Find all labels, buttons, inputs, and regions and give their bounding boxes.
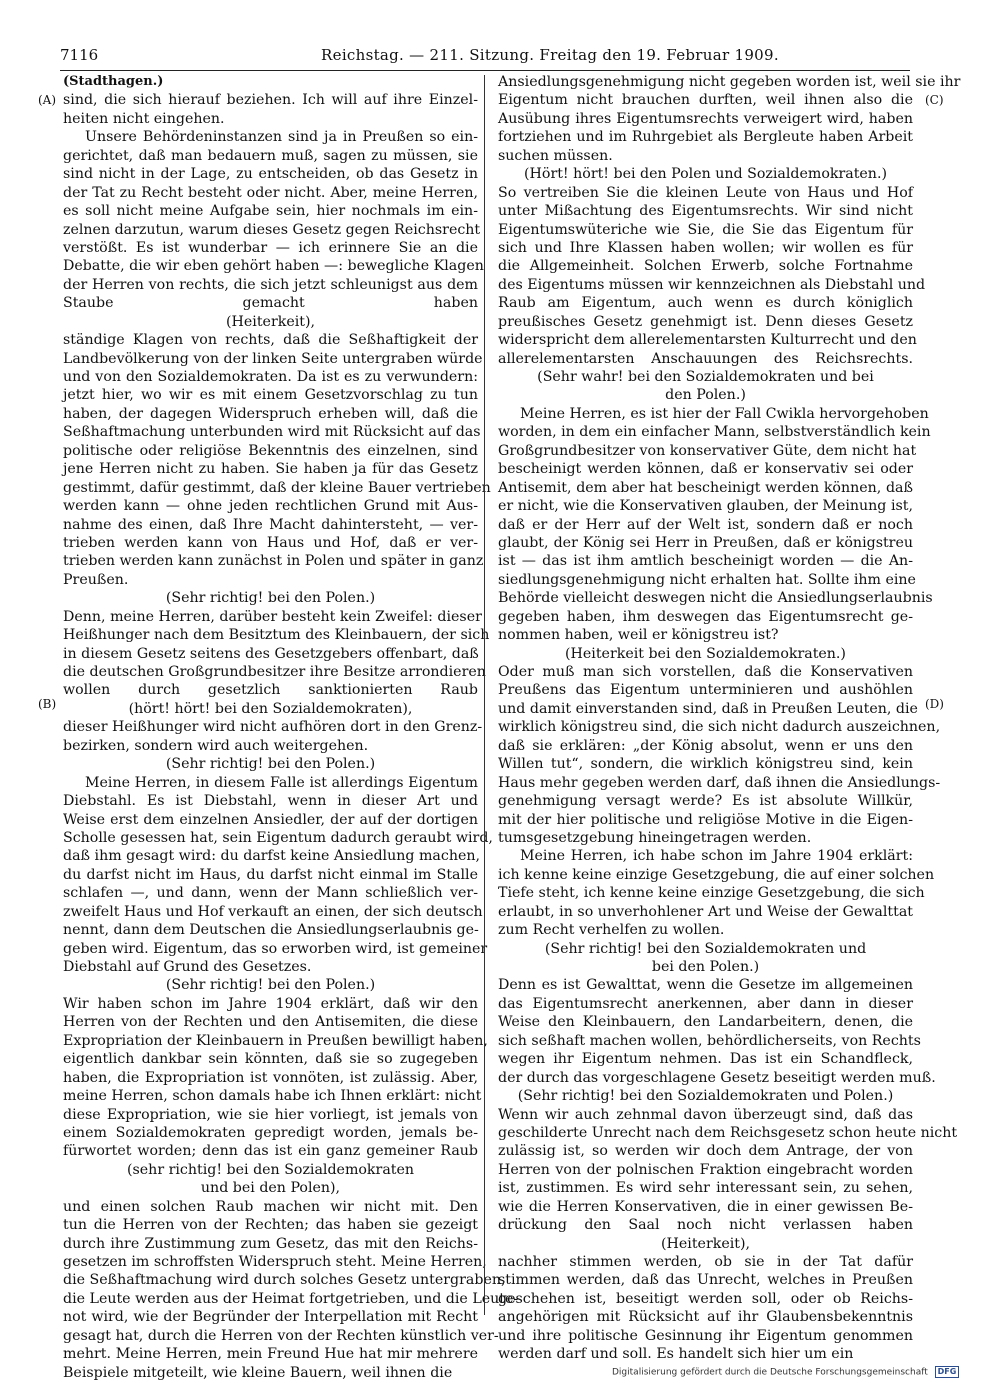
- text-line: und damit einverstanden sind, daß in Preußen Leuten, die: [498, 700, 918, 717]
- text-line: (Sehr richtig! bei den Sozialdemokraten und Polen.): [517, 1088, 894, 1105]
- text-line: mit der hier politische und religiöse Motive in die Eigen-: [498, 811, 913, 828]
- text-line: verstößt. Es ist wunderbar — ich erinnere Sie an die: [63, 239, 478, 256]
- text-line: not wird, wie der Begründer der Interpellation mit Recht: [63, 1309, 478, 1326]
- text-line: jetzt hier, wo wir es mit einem Gesetzvorschlag zu tun: [63, 387, 478, 404]
- text-line: bei den Polen.): [651, 959, 760, 975]
- text-line: Ausübung ihres Eigentumsrechts verweigert wird, haben: [498, 110, 913, 127]
- text-line: des Eigentums müssen wir kennzeichnen als Diebstahl und: [498, 276, 926, 293]
- page-number: 7116: [60, 46, 99, 64]
- text-line: (Sehr richtig! bei den Polen.): [165, 756, 376, 773]
- text-line: es soll nicht meine Aufgabe sein, hier nochmals im ein-: [63, 203, 478, 220]
- text-line: Meine Herren, in diesem Falle ist allerdings Eigentum: [85, 774, 478, 791]
- text-line: sich und Ihre Klassen haben wollen; wir wollen es für: [498, 239, 913, 256]
- text-line: sind, die sich hierauf beziehen. Ich will auf ihre Einzel-: [63, 92, 478, 109]
- text-line: Scholle gesessen hat, sein Eigentum dadurch geraubt wird,: [63, 829, 493, 846]
- text-line: die Allgemeinheit. Solchen Erwerb, solche Fortnahme: [498, 258, 913, 275]
- text-line: die deutschen Großgrundbesitzer ihre Besitze arrondieren: [63, 664, 486, 680]
- text-line: (Heiterkeit),: [661, 1235, 750, 1252]
- footer: [612, 1366, 959, 1380]
- text-line: genehmigung versagt werde? Es ist absolute Willkür,: [498, 793, 913, 810]
- text-line: meine Herren, schon damals habe ich Ihnen erklärt: nicht: [63, 1088, 482, 1105]
- left-column: [63, 73, 519, 1382]
- text-line: suchen müssen.: [498, 147, 613, 164]
- text-line: angehörigen mit Rücksicht auf ihr Glaubensbekenntnis: [498, 1309, 913, 1326]
- margin-marker-b: (B): [38, 697, 57, 711]
- text-line: zelnen darzutun, warum dieses Gesetz gegen Reichsrecht: [63, 221, 481, 238]
- text-line: (Heiterkeit),: [226, 313, 315, 330]
- text-line: Seßhaftmachung unterbunden wird mit Rücksicht auf das: [63, 424, 481, 441]
- text-line: Preußens das Eigentum unterminieren und aushöhlen: [498, 682, 913, 699]
- text-line: wollen durch gesetzlich sanktionierten Raub: [63, 682, 478, 699]
- text-line: gesetzen im schroffsten Widerspruch steht. Meine Herren,: [63, 1254, 487, 1270]
- text-line: den Polen.): [665, 387, 746, 404]
- text-line: Heißhunger nach dem Besitztum des Kleinbauern, der sich: [63, 627, 490, 644]
- text-line: Expropriation der Kleinbauern in Preußen bewilligt haben,: [63, 1032, 488, 1049]
- text-line: zweifelt Haus und Hof verkauft an einen, der sich deutsch: [63, 903, 483, 920]
- text-line: gegeben haben, ihm deswegen das Eigentumsrecht ge-: [498, 608, 913, 625]
- text-line: tumsgesetzgebung hineingetragen werden.: [498, 829, 812, 846]
- text-line: diese Expropriation, wie sie hier vorliegt, ist jemals von: [63, 1106, 478, 1123]
- running-title: Reichstag. — 211. Sitzung. Freitag den 19. Februar 1909.: [321, 46, 779, 64]
- text-line: Herren von der Rechten und den Antisemiten, die diese: [63, 1014, 478, 1031]
- text-line: werden darf und soll. Es handelt sich hier um ein: [498, 1346, 854, 1363]
- text-line: (hört! hört! bei den Sozialdemokraten),: [128, 700, 413, 717]
- text-line: glaubt, der König sei Herr in Preußen, daß er königstreu: [498, 534, 913, 551]
- text-line: Behörde vielleicht deswegen nicht die Ansiedlungserlaubnis: [498, 590, 933, 607]
- text-line: Diebstahl. Es ist Diebstahl, wenn in dieser Art und: [63, 793, 478, 810]
- text-line: Haus mehr gegeben werden darf, daß ihnen die Ansiedlungs-: [498, 774, 941, 791]
- text-line: politische oder religiöse Bekenntnis des einzelnen, sind: [63, 442, 478, 459]
- text-line: Wir haben schon im Jahre 1904 erklärt, daß wir den: [63, 995, 478, 1012]
- text-line: haben, die Expropriation ist vonnöten, ist zulässig. Aber,: [63, 1069, 478, 1086]
- right-column: [498, 73, 961, 1364]
- text-line: Staube gemacht haben: [63, 295, 478, 312]
- text-line: Debatte, die wir eben gehört haben —: bewegliche Klagen: [63, 258, 484, 275]
- text-line: fürwortet worden; denn das ist ein ganz gemeiner Raub: [63, 1143, 478, 1160]
- text-line: nahme des einen, daß Ihre Macht dahintersteht, — ver-: [63, 516, 478, 533]
- text-line: allerelementarsten Anschauungen des Reichsrechts.: [498, 350, 913, 367]
- text-line: durch ihre Zustimmung zum Gesetz, das mit den Reichs-: [63, 1235, 478, 1252]
- text-line: daß er der Herr auf der Welt ist, sondern daß er noch: [498, 516, 913, 533]
- text-line: Eigentumswüteriche wie Sie, die Sie das Eigentum für: [498, 221, 913, 238]
- text-line: bescheinigt werden können, daß er konservativ sei oder: [498, 461, 913, 478]
- text-line: eigentlich dankbar sein könnten, daß sie so zugegeben: [63, 1051, 478, 1068]
- text-line: der Tat zu Recht besteht oder nicht. Aber, meine Herren,: [63, 184, 478, 201]
- text-line: Herren von der polnischen Fraktion eingebracht worden: [498, 1161, 913, 1178]
- text-line: ist, zustimmen. Es wird sehr interessant sein, zu sehen,: [498, 1180, 913, 1197]
- text-line: Wenn wir auch zehnmal davon überzeugt sind, daß das: [498, 1106, 913, 1123]
- text-line: (Stadthagen.): [63, 74, 164, 89]
- text-line: mehrt. Meine Herren, mein Freund Hue hat mir mehrere: [63, 1346, 478, 1363]
- text-line: die Seßhaftmachung wird durch solches Gesetz untergraben,: [63, 1272, 506, 1289]
- dfg-logo: DFG: [935, 1366, 960, 1378]
- text-line: dieser Heißhunger wird nicht aufhören dort in den Grenz-: [63, 719, 483, 736]
- text-line: wegen ihr Eigentum nehmen. Das ist ein Schandfleck,: [498, 1051, 913, 1068]
- text-line: in diesem Gesetz seitens des Gesetzgebers offenbart, daß: [63, 645, 479, 662]
- text-line: Antisemit, dem aber hat bescheinigt werden können, daß: [498, 479, 913, 496]
- text-line: nachher stimmen werden, ob sie in der Tat dafür: [498, 1254, 913, 1270]
- text-line: und einen solchen Raub machen wir nicht mit. Den: [63, 1198, 478, 1215]
- text-line: ich kenne keine einzige Gesetzgebung, die auf einer solchen: [498, 866, 935, 883]
- text-line: trieben werden kann von Haus und Hof, daß er ver-: [63, 534, 478, 551]
- text-line: Denn es ist Gewalttat, wenn die Gesetze im allgemeinen: [498, 977, 913, 994]
- margin-marker-d: (D): [925, 697, 944, 711]
- text-line: daß ihm gesagt wird: du darfst keine Ansiedlung machen,: [63, 848, 481, 865]
- text-line: gestimmt, dafür gestimmt, daß der kleine Bauer vertrieben: [63, 479, 491, 496]
- text-line: der durch das vorgeschlagene Gesetz beseitigt werden muß.: [498, 1069, 936, 1086]
- text-line: trieben werden kann zunächst in Polen und später in ganz: [63, 553, 484, 570]
- text-line: Raub am Eigentum, auch wenn es durch königlich: [498, 295, 913, 312]
- text-line: widerspricht dem allerelementarsten Kulturrecht und den: [498, 332, 917, 349]
- text-line: das Eigentumsrecht anerkennen, aber dann in dieser: [498, 995, 913, 1012]
- text-line: Unsere Behördeninstanzen sind ja in Preußen so ein-: [85, 129, 478, 146]
- text-line: tun die Herren von der Rechten; das haben sie gezeigt: [63, 1217, 478, 1234]
- text-line: Tiefe steht, ich kenne keine einzige Gesetzgebung, die sich: [498, 885, 925, 902]
- text-line: Landbevölkerung von der linken Seite untergraben würde: [63, 350, 483, 367]
- text-line: (sehr richtig! bei den Sozialdemokraten: [126, 1161, 415, 1178]
- text-line: geschehen ist, beseitigt werden soll, oder ob Reichs-: [498, 1290, 913, 1307]
- header-rule: [60, 70, 910, 71]
- text-line: Preußen.: [63, 571, 129, 588]
- column-divider: [484, 75, 485, 1315]
- text-line: worden, in dem ein einfacher Mann, selbstverständlich kein: [498, 424, 931, 441]
- text-line: Weise erst dem einzelnen Ansiedler, der auf der dortigen: [63, 811, 478, 828]
- text-line: gerichtet, daß man bedauern muß, sagen zu müssen, sie: [63, 147, 478, 164]
- text-line: und ihre politische Gesinnung ihr Eigentum genommen: [498, 1327, 913, 1344]
- text-line: Diebstahl auf Grund des Gesetzes.: [63, 959, 312, 975]
- text-line: du darfst nicht im Haus, du darfst nicht einmal im Stalle: [63, 866, 478, 883]
- text-line: Oder muß man sich vorstellen, daß die Konservativen: [498, 664, 913, 680]
- text-line: siedlungsgenehmigung nicht erhalten hat. Sollte ihm eine: [498, 571, 916, 588]
- text-line: werden kann — ohne jeden rechtlichen Grund mit Aus-: [63, 498, 478, 515]
- text-line: unter Mißachtung des Eigentumsrechts. Wir sind nicht: [498, 203, 913, 220]
- text-line: wie die Herren Konservativen, die in einer gewissen Be-: [498, 1198, 913, 1215]
- text-line: (Sehr richtig! bei den Sozialdemokraten und: [544, 940, 867, 957]
- text-line: schlafen —, und dann, wenn der Mann schließlich ver-: [63, 885, 478, 902]
- text-line: nennt, dann dem Deutschen die Ansiedlungserlaubnis ge-: [63, 922, 479, 939]
- text-line: heiten nicht eingehen.: [63, 110, 225, 127]
- text-line: er nicht, wie die Konservativen glauben, der Meinung ist,: [498, 498, 913, 515]
- text-line: Ansiedlungsgenehmigung nicht gegeben worden ist, weil sie ihr: [498, 74, 961, 90]
- text-line: stimmen werden, daß das Unrecht, welches in Preußen: [498, 1272, 913, 1289]
- text-line: und bei den Polen),: [200, 1180, 341, 1197]
- text-line: (Sehr richtig! bei den Polen.): [165, 977, 376, 994]
- margin-marker-c: (C): [925, 93, 944, 107]
- text-line: Weise den Kleinbauern, den Landarbeitern, denen, die: [498, 1014, 913, 1031]
- page-header: [60, 40, 910, 70]
- text-line: fortziehen und im Ruhrgebiet als Bergleute haben Arbeit: [498, 129, 913, 146]
- text-line: preußisches Gesetz genehmigt ist. Denn dieses Gesetz: [498, 313, 913, 330]
- text-line: drückung den Saal noch nicht verlassen haben: [498, 1217, 913, 1234]
- text-line: geben wird. Eigentum, das so erworben wird, ist gemeiner: [63, 940, 488, 957]
- margin-marker-a: (A): [38, 93, 57, 107]
- footer-credit: Digitalisierung gefördert durch die Deutsche Forschungsgemeinschaft: [612, 1367, 928, 1378]
- text-line: und von den Sozialdemokraten. Da ist es zu verwundern:: [63, 369, 478, 385]
- text-line: daß sie erklären: „der König absolut, wenn er uns den: [498, 737, 913, 754]
- text-line: Beispiele mitgeteilt, wie kleine Bauern, weil ihnen die: [63, 1364, 453, 1381]
- text-line: Großgrundbesitzer von konservativer Güte, dem nicht hat: [498, 442, 917, 459]
- text-line: erlaubt, in so unverhohlener Art und Weise der Gewalttat: [498, 903, 913, 920]
- text-line: So vertreiben Sie die kleinen Leute von Haus und Hof: [498, 184, 913, 201]
- text-line: bezirken, sondern wird auch weitergehen.: [63, 737, 369, 754]
- text-line: wirklich königstreu sind, die sich nicht dadurch auszeichnen,: [498, 719, 941, 736]
- text-line: zum Recht verhelfen zu wollen.: [498, 922, 725, 939]
- text-line: der Herren von rechts, die sich jetzt schleunigst aus dem: [63, 276, 478, 293]
- text-line: Eigentum nicht brauchen durften, weil ihnen also die: [498, 92, 913, 109]
- text-line: jene Herren nicht zu haben. Sie haben ja für das Gesetz: [63, 461, 478, 478]
- text-line: Meine Herren, ich habe schon im Jahre 1904 erklärt:: [520, 848, 913, 865]
- text-line: ist — das ist ihm amtlich bescheinigt worden — die An-: [498, 553, 913, 570]
- text-line: Denn, meine Herren, darüber besteht kein Zweifel: dieser: [63, 608, 482, 625]
- text-line: einem Sozialdemokraten gepredigt worden, jemals be-: [63, 1124, 478, 1141]
- text-line: die Leute werden aus der Heimat fortgetrieben, und die Leute-: [63, 1290, 519, 1307]
- text-line: (Heiterkeit bei den Sozialdemokraten.): [565, 645, 846, 662]
- text-line: (Sehr richtig! bei den Polen.): [165, 590, 376, 607]
- text-line: Willen tut“, sondern, die wirklich königstreu sind, kein: [498, 756, 913, 773]
- text-line: (Sehr wahr! bei den Sozialdemokraten und bei: [537, 369, 874, 385]
- text-line: Meine Herren, es ist hier der Fall Cwikla hervorgehoben: [520, 405, 929, 422]
- text-line: ständige Klagen von rechts, daß die Seßhaftigkeit der: [63, 332, 478, 349]
- text-line: (Hört! hört! bei den Polen und Sozialdemokraten.): [524, 166, 887, 183]
- text-line: sind nicht in der Lage, zu entscheiden, ob das Gesetz in: [63, 166, 478, 183]
- text-line: gesagt hat, durch die Herren von der Rechten künstlich ver-: [63, 1327, 499, 1344]
- text-line: sich seßhaft machen wollen, behördlicherseits, von Rechts: [498, 1032, 921, 1049]
- text-line: nommen haben, weil er königstreu ist?: [498, 627, 779, 644]
- text-line: haben, der dagegen Widerspruch erheben will, daß die: [63, 405, 478, 422]
- text-line: geschilderte Unrecht nach dem Reichsgesetz schon heute nicht: [498, 1124, 958, 1141]
- text-line: zulässig ist, so werden wir doch dem Antrage, der von: [498, 1143, 913, 1160]
